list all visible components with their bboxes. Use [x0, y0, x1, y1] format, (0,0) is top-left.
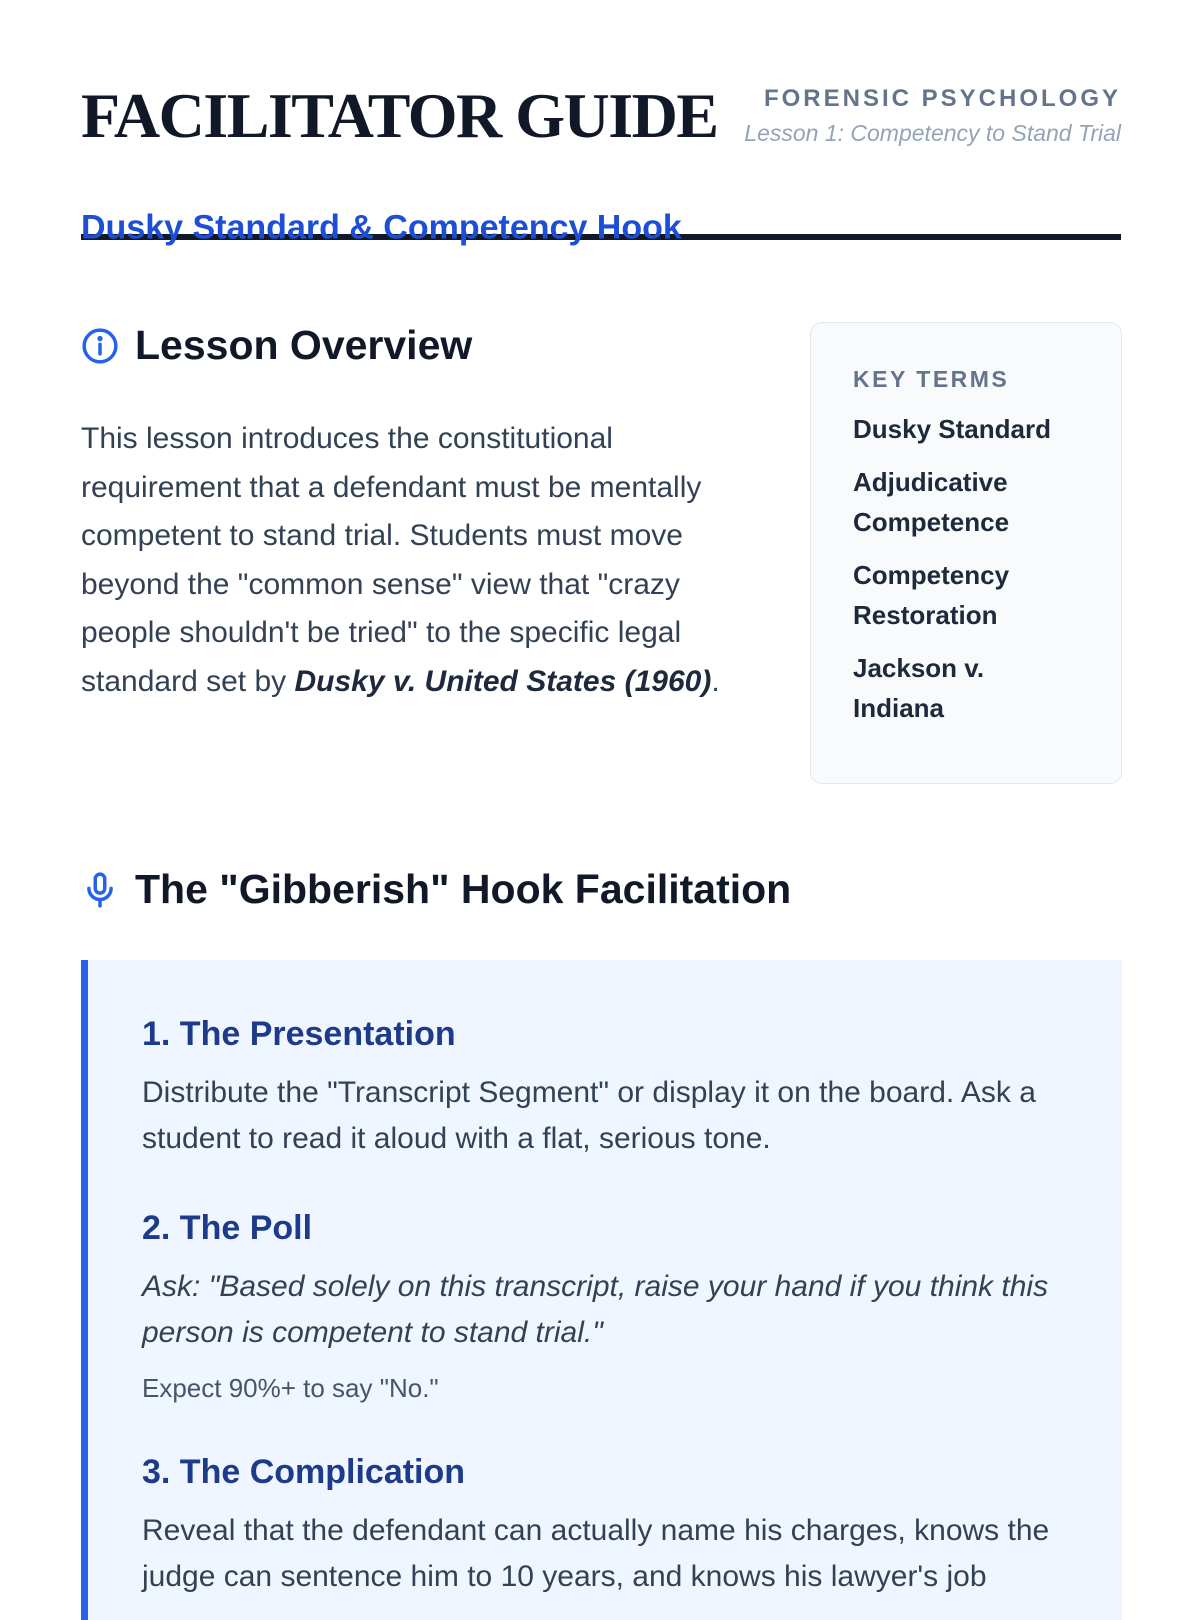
step-title: 2. The Poll: [142, 1209, 313, 1247]
step-note: Expect 90%+ to say "No.": [142, 1373, 439, 1403]
overview-heading: [81, 322, 472, 369]
key-term-item: Dusky Standard: [853, 414, 1051, 444]
course-meta: [744, 80, 1121, 150]
info-icon: [81, 327, 119, 365]
key-term-item: Adjudicative Competence: [853, 467, 1010, 537]
step-title: 1. The Presentation: [142, 1015, 456, 1053]
document-title: FACILITATOR GUIDE: [81, 80, 718, 151]
hook-step: [142, 1012, 1070, 1162]
key-term-item: Jackson v. Indiana: [853, 653, 985, 723]
document-subtitle: Dusky Standard & Competency Hook: [81, 208, 682, 247]
key-terms-list: [853, 409, 1081, 728]
overview-text-end: .: [711, 664, 720, 698]
key-terms-label: KEY TERMS: [853, 366, 1010, 392]
case-citation: Dusky v. United States (1960): [294, 664, 712, 698]
overview-paragraph: [81, 415, 761, 707]
key-terms-panel: [810, 322, 1122, 784]
page-header: [81, 80, 1121, 247]
key-term-item: Competency Restoration: [853, 560, 1010, 630]
microphone-icon: [81, 871, 119, 909]
step-body: Distribute the "Transcript Segment" or display it on the board. Ask a student to read it aloud with a flat, serious tone.: [142, 1076, 1036, 1155]
step-title: 3. The Complication: [142, 1453, 466, 1491]
hook-step: [142, 1450, 1070, 1600]
hook-step: [142, 1206, 1070, 1406]
overview-text-intro: This lesson introduces the constitutional requirement that a defendant must be mentally competent to stand trial. Students must move beyond the "common sense" view that "crazy people shouldn't be tried" to the specific legal standard set by: [81, 422, 702, 698]
step-body: Ask: "Based solely on this transcript, raise your hand if you think this person is competent to stand trial.": [142, 1270, 1049, 1349]
hook-steps-box: [81, 960, 1122, 1620]
lesson-label: Lesson 1: Competency to Stand Trial: [744, 120, 1121, 146]
hook-heading: [81, 866, 791, 913]
step-body: Reveal that the defendant can actually name his charges, knows the judge can sentence him to 10 years, and knows his lawyer's job: [142, 1514, 1050, 1593]
overview-title: Lesson Overview: [135, 322, 473, 368]
hook-title: The "Gibberish" Hook Facilitation: [135, 866, 792, 912]
course-name: FORENSIC PSYCHOLOGY: [763, 85, 1121, 112]
